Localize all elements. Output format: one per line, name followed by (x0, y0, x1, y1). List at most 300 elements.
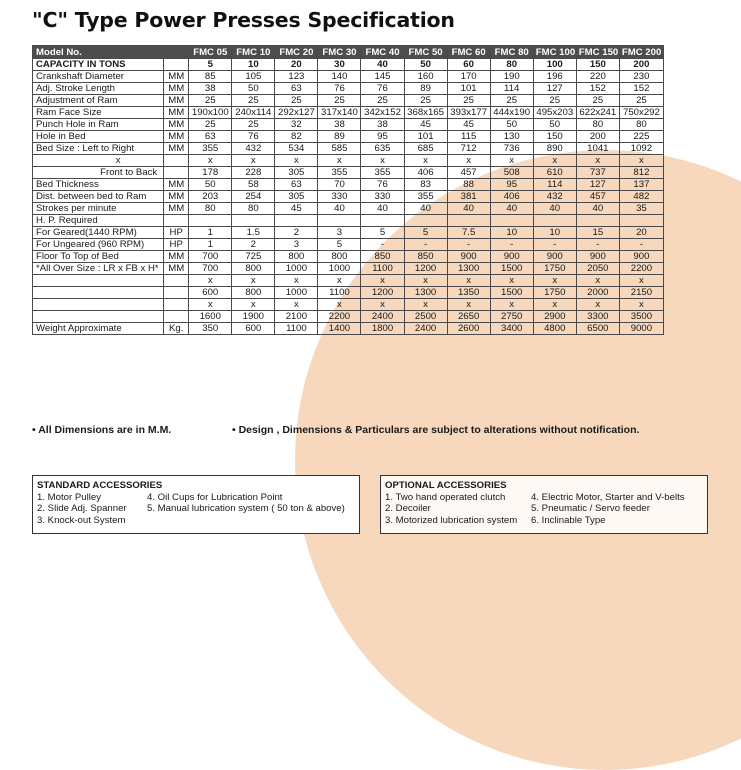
table-cell: 508 (490, 167, 533, 179)
table-cell: 800 (318, 251, 361, 263)
table-cell: x (361, 275, 404, 287)
row-unit (164, 215, 189, 227)
table-cell: - (404, 239, 447, 251)
table-cell: 1500 (490, 287, 533, 299)
table-cell: - (533, 239, 576, 251)
row-label: H. P. Required (33, 215, 164, 227)
table-cell: 2000 (576, 287, 619, 299)
table-cell: 25 (275, 95, 318, 107)
table-cell: 330 (318, 191, 361, 203)
table-cell (490, 215, 533, 227)
table-cell: 150 (576, 59, 619, 71)
table-row (33, 167, 664, 179)
table-cell: 890 (533, 143, 576, 155)
table-cell: - (619, 239, 663, 251)
table-cell: 534 (275, 143, 318, 155)
model-header: FMC 40 (361, 46, 404, 59)
table-cell: 25 (576, 95, 619, 107)
table-cell: 600 (232, 323, 275, 335)
table-cell: 89 (318, 131, 361, 143)
row-label (33, 299, 164, 311)
table-cell: 1 (189, 239, 232, 251)
table-cell: 1300 (404, 287, 447, 299)
standard-accessories-col2 (147, 492, 345, 527)
table-cell: 1000 (275, 287, 318, 299)
table-cell (361, 215, 404, 227)
table-cell: 1750 (533, 287, 576, 299)
standard-accessories-title: STANDARD ACCESSORIES (37, 480, 163, 491)
table-cell: 381 (447, 191, 490, 203)
table-cell: 50 (533, 119, 576, 131)
table-cell: 355 (404, 191, 447, 203)
table-cell: 700 (189, 263, 232, 275)
table-cell: 40 (404, 203, 447, 215)
table-cell: 622x241 (576, 107, 619, 119)
table-cell: x (576, 299, 619, 311)
table-cell: 1100 (361, 263, 404, 275)
row-label (33, 311, 164, 323)
table-cell: 38 (189, 83, 232, 95)
table-cell: x (447, 275, 490, 287)
row-label: For Geared(1440 RPM) (33, 227, 164, 239)
table-cell: 45 (275, 203, 318, 215)
table-row (33, 107, 664, 119)
row-label: Weight Approximate (33, 323, 164, 335)
table-cell: 40 (361, 59, 404, 71)
list-item: 1. Motor Pulley (37, 491, 101, 503)
table-cell: 800 (232, 287, 275, 299)
table-cell: 60 (447, 59, 490, 71)
table-cell: 254 (232, 191, 275, 203)
standard-accessories-col1 (37, 492, 147, 527)
alterations-note: • Design , Dimensions & Particulars are subject to alterations without notification. (232, 424, 640, 436)
row-unit (164, 299, 189, 311)
table-cell: 140 (318, 71, 361, 83)
table-row (33, 323, 664, 335)
table-cell: x (576, 155, 619, 167)
table-row (33, 275, 664, 287)
table-cell: 95 (361, 131, 404, 143)
table-cell: 83 (404, 179, 447, 191)
row-unit (164, 275, 189, 287)
specification-table (32, 45, 664, 335)
table-cell: 63 (275, 83, 318, 95)
row-label: *All Over Size : LR x FB x H* (33, 263, 164, 275)
table-cell: 45 (447, 119, 490, 131)
table-cell: 1500 (490, 263, 533, 275)
row-label: For Ungeared (960 RPM) (33, 239, 164, 251)
table-cell: 70 (318, 179, 361, 191)
table-cell: x (361, 155, 404, 167)
row-label: CAPACITY IN TONS (33, 59, 164, 71)
list-item: 2. Slide Adj. Spanner (37, 503, 127, 514)
table-cell (318, 215, 361, 227)
table-cell: 30 (318, 59, 361, 71)
table-cell: 800 (232, 263, 275, 275)
table-cell: 130 (490, 131, 533, 143)
table-cell: 127 (576, 179, 619, 191)
table-body (33, 59, 664, 335)
table-cell: 800 (275, 251, 318, 263)
table-cell: x (361, 299, 404, 311)
model-header: FMC 150 (576, 46, 619, 59)
table-cell: 150 (533, 131, 576, 143)
table-cell: 20 (275, 59, 318, 71)
table-cell: 305 (275, 167, 318, 179)
table-cell: 10 (232, 59, 275, 71)
row-unit: MM (164, 71, 189, 83)
table-cell: 25 (318, 95, 361, 107)
table-cell: 3500 (619, 311, 663, 323)
model-header: FMC 100 (533, 46, 576, 59)
table-cell: 2400 (361, 311, 404, 323)
table-cell: 63 (275, 179, 318, 191)
table-cell: 1.5 (232, 227, 275, 239)
table-cell: 25 (490, 95, 533, 107)
table-cell: 240x114 (232, 107, 275, 119)
table-cell: 25 (232, 119, 275, 131)
table-cell: 225 (619, 131, 663, 143)
table-cell: 355 (189, 143, 232, 155)
table-row (33, 143, 664, 155)
table-cell: x (404, 275, 447, 287)
table-cell: 600 (189, 287, 232, 299)
table-cell: 406 (404, 167, 447, 179)
table-cell: 2100 (275, 311, 318, 323)
table-cell: 15 (576, 227, 619, 239)
table-cell: 40 (447, 203, 490, 215)
table-cell: 2200 (619, 263, 663, 275)
table-cell: 685 (404, 143, 447, 155)
table-cell: 38 (318, 119, 361, 131)
table-cell: 25 (447, 95, 490, 107)
table-row (33, 83, 664, 95)
table-cell: x (404, 155, 447, 167)
table-cell: 101 (404, 131, 447, 143)
model-header: FMC 50 (404, 46, 447, 59)
row-unit: MM (164, 191, 189, 203)
table-cell: 76 (361, 83, 404, 95)
table-cell: 292x127 (275, 107, 318, 119)
list-item: 3. Knock-out System (37, 514, 126, 526)
table-cell: 432 (232, 143, 275, 155)
model-no-header: Model No. (33, 46, 189, 59)
table-cell: x (490, 299, 533, 311)
table-cell: 25 (361, 95, 404, 107)
table-cell: 196 (533, 71, 576, 83)
table-cell: 725 (232, 251, 275, 263)
model-header: FMC 05 (189, 46, 232, 59)
row-label: Bed Thickness (33, 179, 164, 191)
row-unit: MM (164, 107, 189, 119)
table-cell: x (447, 299, 490, 311)
table-row (33, 263, 664, 275)
table-cell: 457 (447, 167, 490, 179)
row-label: Strokes per minute (33, 203, 164, 215)
table-header-row (33, 46, 664, 59)
table-cell: x (533, 299, 576, 311)
list-item: 2. Decoiler (385, 503, 431, 514)
list-item: 1. Two hand operated clutch (385, 491, 506, 503)
table-cell: 58 (232, 179, 275, 191)
row-unit: MM (164, 119, 189, 131)
table-cell: 80 (576, 119, 619, 131)
model-header: FMC 20 (275, 46, 318, 59)
table-row (33, 59, 664, 71)
table-cell: x (189, 299, 232, 311)
table-cell: x (232, 275, 275, 287)
table-cell: 25 (404, 95, 447, 107)
table-cell: 2 (232, 239, 275, 251)
row-unit: MM (164, 143, 189, 155)
table-cell: 432 (533, 191, 576, 203)
table-cell: 145 (361, 71, 404, 83)
table-cell: 178 (189, 167, 232, 179)
table-cell: 5 (404, 227, 447, 239)
table-row (33, 251, 664, 263)
table-cell: 152 (619, 83, 663, 95)
table-cell: 101 (447, 83, 490, 95)
standard-accessories-box (32, 475, 360, 534)
row-label: x (33, 155, 164, 167)
table-row (33, 287, 664, 299)
table-cell: x (619, 155, 663, 167)
table-cell: x (490, 155, 533, 167)
table-cell: 200 (576, 131, 619, 143)
table-cell: x (189, 155, 232, 167)
list-item: 5. Pneumatic / Servo feeder (531, 503, 650, 514)
table-cell: - (361, 239, 404, 251)
table-cell: 1 (189, 227, 232, 239)
table-cell: x (533, 155, 576, 167)
table-cell: 355 (318, 167, 361, 179)
table-cell: 10 (533, 227, 576, 239)
table-cell: 160 (404, 71, 447, 83)
table-cell: x (533, 275, 576, 287)
table-cell: 482 (619, 191, 663, 203)
page-title: "C" Type Power Presses Specification (32, 8, 455, 32)
table-cell: x (232, 155, 275, 167)
table-cell: x (232, 299, 275, 311)
table-cell: 76 (232, 131, 275, 143)
row-unit (164, 59, 189, 71)
optional-accessories-title: OPTIONAL ACCESSORIES (385, 480, 507, 491)
model-header: FMC 10 (232, 46, 275, 59)
row-unit: MM (164, 263, 189, 275)
table-cell: 2150 (619, 287, 663, 299)
row-label: Adjustment of Ram (33, 95, 164, 107)
table-cell: 2400 (404, 323, 447, 335)
table-cell: 850 (361, 251, 404, 263)
table-cell: 9000 (619, 323, 663, 335)
table-cell (232, 215, 275, 227)
table-cell: x (189, 275, 232, 287)
table-cell: 610 (533, 167, 576, 179)
table-cell: x (318, 275, 361, 287)
table-cell: 137 (619, 179, 663, 191)
table-cell: x (576, 275, 619, 287)
table-cell: 305 (275, 191, 318, 203)
row-unit: MM (164, 95, 189, 107)
row-unit: MM (164, 83, 189, 95)
table-cell: 6500 (576, 323, 619, 335)
table-cell: 495x203 (533, 107, 576, 119)
row-label (33, 287, 164, 299)
table-cell: 355 (361, 167, 404, 179)
list-item: 4. Oil Cups for Lubrication Point (147, 491, 283, 503)
model-header: FMC 200 (619, 46, 663, 59)
table-cell: 330 (361, 191, 404, 203)
row-unit: MM (164, 131, 189, 143)
table-row (33, 119, 664, 131)
table-cell: 40 (576, 203, 619, 215)
table-cell: 2050 (576, 263, 619, 275)
optional-accessories-box (380, 475, 708, 534)
table-row (33, 239, 664, 251)
table-cell: 900 (490, 251, 533, 263)
table-cell: 1092 (619, 143, 663, 155)
table-cell: 5 (361, 227, 404, 239)
table-cell: 812 (619, 167, 663, 179)
table-cell (404, 215, 447, 227)
table-cell (533, 215, 576, 227)
table-cell: 1000 (318, 263, 361, 275)
table-cell: 737 (576, 167, 619, 179)
table-cell: 20 (619, 227, 663, 239)
table-cell: 190x100 (189, 107, 232, 119)
table-cell: 115 (447, 131, 490, 143)
table-row (33, 299, 664, 311)
table-cell: 32 (275, 119, 318, 131)
row-unit (164, 155, 189, 167)
table-cell: 152 (576, 83, 619, 95)
table-cell: 114 (490, 83, 533, 95)
table-row (33, 215, 664, 227)
row-unit: MM (164, 251, 189, 263)
table-row (33, 155, 664, 167)
table-cell: 3 (275, 239, 318, 251)
table-cell: 105 (232, 71, 275, 83)
table-cell: 230 (619, 71, 663, 83)
table-cell: 25 (189, 119, 232, 131)
table-cell: x (275, 275, 318, 287)
table-cell (447, 215, 490, 227)
table-cell: 80 (232, 203, 275, 215)
table-cell: 736 (490, 143, 533, 155)
row-unit (164, 311, 189, 323)
table-cell (576, 215, 619, 227)
table-cell (189, 215, 232, 227)
row-unit (164, 287, 189, 299)
table-cell: 2500 (404, 311, 447, 323)
table-cell: 1200 (361, 287, 404, 299)
row-unit (164, 167, 189, 179)
row-label: Ram Face Size (33, 107, 164, 119)
table-cell: 50 (490, 119, 533, 131)
table-row (33, 203, 664, 215)
table-cell: 2750 (490, 311, 533, 323)
table-cell: 1800 (361, 323, 404, 335)
table-cell: 712 (447, 143, 490, 155)
row-label (33, 275, 164, 287)
row-label: Dist. between bed to Ram (33, 191, 164, 203)
table-cell: 25 (232, 95, 275, 107)
table-cell: x (318, 299, 361, 311)
table-cell: 1350 (447, 287, 490, 299)
table-cell: 10 (490, 227, 533, 239)
row-unit: HP (164, 239, 189, 251)
table-cell: 585 (318, 143, 361, 155)
table-cell: 457 (576, 191, 619, 203)
table-cell: x (275, 155, 318, 167)
row-label: Adj. Stroke Length (33, 83, 164, 95)
table-cell: 25 (533, 95, 576, 107)
table-cell: 1600 (189, 311, 232, 323)
table-cell: 5 (318, 239, 361, 251)
table-cell: x (318, 155, 361, 167)
row-label: Crankshaft Diameter (33, 71, 164, 83)
table-cell: 635 (361, 143, 404, 155)
table-cell: 88 (447, 179, 490, 191)
table-cell: 900 (619, 251, 663, 263)
table-cell: 50 (189, 179, 232, 191)
table-cell: 80 (619, 119, 663, 131)
table-cell: 900 (447, 251, 490, 263)
table-cell: - (447, 239, 490, 251)
row-label: Front to Back (33, 167, 164, 179)
table-cell: 50 (232, 83, 275, 95)
table-row (33, 71, 664, 83)
row-unit: Kg. (164, 323, 189, 335)
list-item: 4. Electric Motor, Starter and V-belts (531, 491, 685, 503)
table-cell: 3400 (490, 323, 533, 335)
table-cell: 2200 (318, 311, 361, 323)
table-cell: 38 (361, 119, 404, 131)
table-cell: 350 (189, 323, 232, 335)
table-cell: 114 (533, 179, 576, 191)
table-row (33, 311, 664, 323)
row-label: Floor To Top of Bed (33, 251, 164, 263)
table-cell: 2900 (533, 311, 576, 323)
table-cell: 40 (318, 203, 361, 215)
table-cell: 76 (361, 179, 404, 191)
table-cell: 40 (490, 203, 533, 215)
table-cell: 1000 (275, 263, 318, 275)
table-cell: 127 (533, 83, 576, 95)
table-cell: 45 (404, 119, 447, 131)
row-label: Hole in Bed (33, 131, 164, 143)
row-label: Bed Size : Left to Right (33, 143, 164, 155)
model-header: FMC 80 (490, 46, 533, 59)
table-cell: 700 (189, 251, 232, 263)
table-cell: 5 (189, 59, 232, 71)
table-cell (619, 215, 663, 227)
table-cell: 203 (189, 191, 232, 203)
table-row (33, 191, 664, 203)
table-cell: - (576, 239, 619, 251)
table-cell: 1900 (232, 311, 275, 323)
table-cell: 50 (404, 59, 447, 71)
table-row (33, 227, 664, 239)
table-row (33, 131, 664, 143)
table-cell: 89 (404, 83, 447, 95)
table-cell: 220 (576, 71, 619, 83)
table-cell: - (490, 239, 533, 251)
table-cell: 1100 (318, 287, 361, 299)
table-cell: 100 (533, 59, 576, 71)
table-cell: 2600 (447, 323, 490, 335)
model-header: FMC 30 (318, 46, 361, 59)
